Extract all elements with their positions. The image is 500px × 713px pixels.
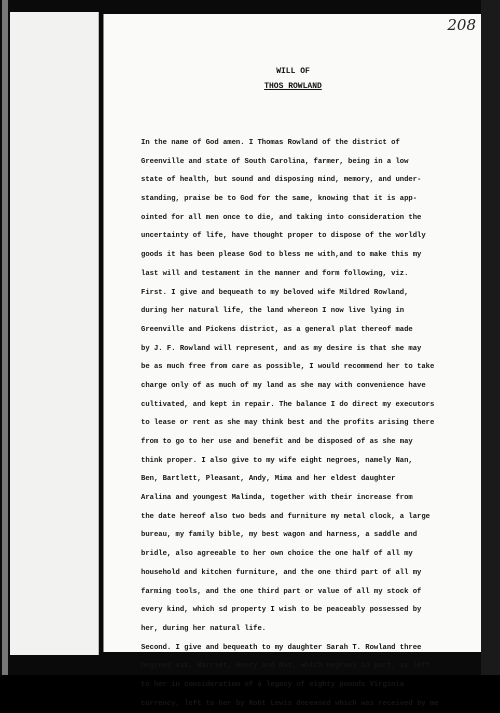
text-line: every kind, which sd property I wish to be peaceably possessed by — [141, 606, 422, 615]
text-line: uncertainty of life, have thought proper to dispose of the worldly — [141, 232, 426, 241]
document-page — [103, 14, 482, 708]
text-line: First. I give and bequeath to my beloved wife Mildred Rowland, — [141, 288, 409, 297]
text-line: her, during her natural life. — [141, 624, 267, 633]
scan-border — [481, 0, 500, 675]
facing-page-margin — [10, 12, 99, 655]
text-line: In the name of God amen. I Thomas Rowland of the district of — [141, 139, 400, 147]
text-line: farming tools, and the one third part or value of all my stock of — [141, 587, 422, 596]
text-line: Greenville and Pickens district, as a general plat thereof made — [141, 325, 413, 334]
text-line: last will and testament in the manner and form following, viz. — [141, 269, 409, 278]
text-line: bureau, my family bible, my best wagon and harness, a saddle and — [141, 531, 418, 540]
text-line: to lease or rent as she may think best and the profits arising there — [141, 419, 435, 428]
page-number: 208 — [447, 16, 476, 34]
text-line: think proper. I also give to my wife eight negroes, namely Nan, — [141, 456, 413, 465]
will-body — [141, 134, 473, 713]
text-line: from to go to her use and benefit and be disposed of as she may — [141, 438, 413, 446]
text-line: standing, praise be to God for the same, knowing that it is app- — [141, 195, 418, 204]
text-line: charge only of as much of my land as she may with convenience have — [141, 381, 426, 390]
text-line: be as much free from care as possible, I would recommend her to take — [141, 363, 435, 372]
testator-name: THOS ROWLAND — [264, 82, 322, 91]
text-line: during her natural life, the land whereon I now live lying in — [141, 307, 405, 316]
text-line: goods it has been please God to bless me with,and to make this my — [141, 251, 422, 260]
text-line: Ben, Bartlett, Pleasant, Andy, Mima and her eldest daughter — [141, 475, 396, 484]
document-title: WILL OF — [276, 67, 310, 76]
text-line: Aralina and youngest Malinda, together with their increase from — [141, 494, 413, 503]
text-line: to her in consideration of a legacy of eighty pounds Virginia — [141, 680, 405, 689]
text-line: ointed for all men once to die, and taking into consideration the — [141, 213, 422, 222]
text-line: bridle, also agreeable to her own choice the one half of all my — [141, 550, 413, 559]
text-line: by J. F. Rowland will represent, and as my desire is that she may — [141, 344, 422, 353]
text-line: household and kitchen furniture, and the one third part of all my — [141, 568, 422, 577]
title-block — [104, 64, 482, 94]
binding-edge — [2, 0, 8, 675]
text-line: Greenville and state of South Carolina, farmer, being in a low — [141, 157, 409, 166]
text-line: cultivated, and kept in repair. The balance I do direct my executors — [141, 400, 435, 409]
text-line: currency, left to her by Robt Lewis deceased which was received by me — [141, 699, 439, 708]
text-line: state of health, but sound and disposing mind, memory, and under- — [141, 176, 422, 185]
text-line: Second. I give and bequeath to my daughter Sarah T. Rowland three — [141, 643, 422, 652]
text-line: the date hereof also two beds and furniture my metal clock, a large — [141, 512, 430, 521]
text-line: negroes viz, Harriet, Henry and Mat, which negroes in part, is left — [141, 662, 430, 671]
